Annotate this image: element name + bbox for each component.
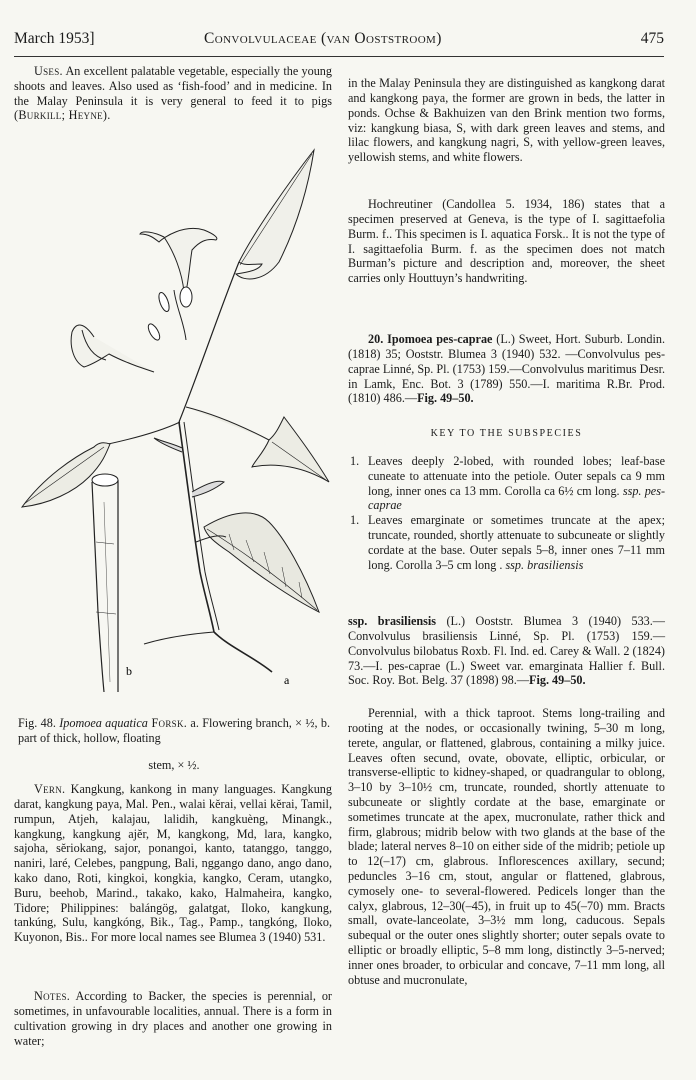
uses-paragraph bbox=[14, 64, 332, 123]
key-lead-text: Leaves emarginate or sometimes truncate at the apex; truncate, rounded, shortly attenuate to subcuneate or slightly cordate at the base. Outer sepals 5–8, inner ones 7–11 mm long. Corolla 3–5 cm long . bbox=[368, 513, 665, 572]
species-20-figure-ref: Fig. 49–50. bbox=[417, 391, 474, 406]
caption-figure-number: Fig. 48. bbox=[18, 716, 60, 731]
vern-heading: Vern. bbox=[34, 782, 66, 797]
header-family-title: Convolvulaceae (van Ooststroom) bbox=[204, 30, 442, 47]
key-heading: KEY TO THE SUBSPECIES bbox=[430, 428, 583, 439]
caption-text: a. Flowering branch, × ½, b. part of thick, hollow, floating bbox=[18, 716, 331, 745]
ipomoea-aquatica-drawing bbox=[14, 142, 332, 702]
caption-text-end: stem, × ½. bbox=[148, 757, 200, 772]
vern-text: Kangkung, kankong in many languages. Kangkung darat, kangkung paya, Mal. Pen., walai kĕrai, vellai kĕrai, Tamil, rumpun, Atjeh, kalajau, lalidih, kangkuèng, Minangk., kangkung, kangkung ajĕr, M, kangkong, Md, lara, kangko, sajoha, sĕriokang, sajor, ponangoi, kanto, tatanggo, tanggo, naniri, laré, Celebes, pangpung, Bali, nggango dano, ango dano, kako dano, Roti, kingkoi, kongkia, kangko, Ceram, utangko, Buru, beehob, Marind., takako, kako, Halmaheira, kangko, Tidore; Philippines: balángög, galatgat, Iloko, kangkung, tankúng, Sulu, kangkóng, Bik., Tag., Pamp., tangkóng, Iloko, Kuyonon, Bis.. For more local names see Blumea 3 (1940) 531. bbox=[14, 782, 332, 945]
key-lead-2 bbox=[348, 513, 665, 572]
header-rule bbox=[14, 56, 664, 57]
notes-heading: Notes. bbox=[34, 989, 71, 1004]
species-20-synonymy: (L.) Sweet, Hort. Suburb. Londin. (1818) 35; Ooststr. Blumea 3 (1940) 532. —Convolvulus pes-caprae Linné, Sp. Pl. (1753) 159.—Convolvulus maritimus Desr. in Lamk, Enc. Bot. 3 (1789) 550.—I. maritima R.Br. Prod. (1810) 486.— bbox=[348, 332, 666, 406]
subspecies-figure-ref: Fig. 49–50. bbox=[529, 673, 586, 688]
notes-continued-text: in the Malay Peninsula they are distinguished as kangkong darat and kangkong paya, the former are grown in beds, the latter in ponds. Ochse & Bakhuizen van den Brink mention two forms, viz: kangkung biasa, S, with dark green leaves and stems, and lilac flowers, and kangkung nagri, S, with yellow-green leaves, yellowish stems, and white flowers. bbox=[348, 76, 665, 165]
key-lead-text: Leaves deeply 2-lobed, with rounded lobes; leaf-base cuneate to attenuate into the petiole. Outer sepals ca 9 mm long, inner ones ca 13 mm. Corolla ca 6½ cm long. bbox=[368, 454, 665, 498]
running-header bbox=[14, 30, 664, 52]
header-date: March 1953] bbox=[14, 30, 95, 47]
notes-paragraph bbox=[14, 977, 332, 1061]
subspecies-brasiliensis-heading bbox=[348, 602, 665, 700]
key-lead-number: 1. bbox=[350, 454, 360, 468]
subspecies-name: ssp. brasiliensis bbox=[348, 614, 437, 629]
key-lead-taxon: ssp. brasiliensis bbox=[505, 557, 584, 572]
key-lead-taxon: ssp. pes-caprae bbox=[368, 483, 666, 513]
hochreutiner-text: Hochreutiner (Candollea 5. 1934, 186) states that a specimen preserved at Geneva, is the type of I. sagittaefolia Burm. f.. This specimen is I. aquatica Forsk.. It is not the type of I. sagittaefolia Burm. f. as the specimen does not match Burman’s picture and description and, moreover, the sheet carries only Houttuyn’s handwriting. bbox=[348, 197, 665, 286]
vernacular-names-paragraph bbox=[14, 770, 332, 957]
key-lead-1 bbox=[348, 454, 665, 513]
key-lead-number: 1. bbox=[350, 513, 360, 528]
caption-species: Ipomoea aquatica bbox=[59, 716, 148, 731]
uses-heading: Uses. bbox=[34, 64, 63, 78]
description-paragraph bbox=[348, 694, 665, 1000]
notes-continued-paragraph bbox=[348, 64, 665, 177]
species-20-name: 20. Ipomoea pes-caprae bbox=[368, 332, 493, 347]
subspecies-key bbox=[348, 454, 665, 572]
figure-label-b: b bbox=[126, 664, 132, 678]
species-20-heading bbox=[348, 320, 665, 418]
description-text: Perennial, with a thick taproot. Stems long-trailing and rooting at the nodes, or occasionally twining, 5–30 m long, terete, angular, or flattened, glabrous, containing a milky juice. Leaves often secund, ovate, obovate, elliptic, orbicular, or transverse-elliptic to kidney-shaped, or quadrangular to oblong, 3–10 by 3–10½ cm, truncate, rounded, shortly attenuate to subcuneate or slightly cordate at the base, emarginate or sometimes truncate at the apex, mucronulate, rather thick and firm, glabrous; midrib below with two glands at the base of the blade; lateral nerves 8–10 on either side of the midrib; petiole up to 12(–17) cm, glabrous. Inflorescences axillary, secund; peduncles 3–16 cm, stout, angular or flattened, glabrous, cymosely one- to several-flowered. Pedicels longer than the calyx, glabrous, 12–30(–45), in fruit up to 45(–70) mm. Bracts small, ovate-lanceolate, 3–3½ mm long, caducous. Sepals subequal or the outer ones slightly shorter; outer sepals ovate to elliptic or broadly elliptic, 5–8 mm long, distinctly 3–5-nerved; inner ones broader, to orbicular and concave, 7–11 mm long, all obtuse and mucronulate, bbox=[348, 706, 665, 987]
uses-text: An excellent palatable vegetable, especially the young shoots and leaves. Also used as ‘fish-food’ and in medicine. In the Malay Peninsula it is very general to feed it to pigs bbox=[14, 64, 332, 108]
caption-author: Forsk. bbox=[147, 716, 188, 731]
notes-text: According to Backer, the species is perennial, or sometimes, in unfavourable localities, annual. There is a form in cultivation growing in dry places and another one growing in water; bbox=[14, 989, 332, 1048]
page-number: 475 bbox=[640, 30, 664, 47]
botanical-illustration bbox=[14, 142, 332, 702]
hochreutiner-paragraph bbox=[348, 185, 665, 298]
subspecies-synonymy: (L.) Ooststr. Blumea 3 (1940) 533.—Convolvulus brasiliensis Linné, Sp. Pl. (1753) 159.—Convolvulus bilobatus Roxb. Fl. Ind. ed. Carey & Wall. 2 (1824) 73.—I. pes-caprae (L.) Sweet var. emarginata Hallier f. Bull. Soc. Roy. Bot. Belg. 37 (1898) 98.— bbox=[348, 614, 665, 688]
figure-label-a: a bbox=[284, 673, 290, 687]
uses-reference: (Burkill; Heyne). bbox=[14, 108, 111, 123]
